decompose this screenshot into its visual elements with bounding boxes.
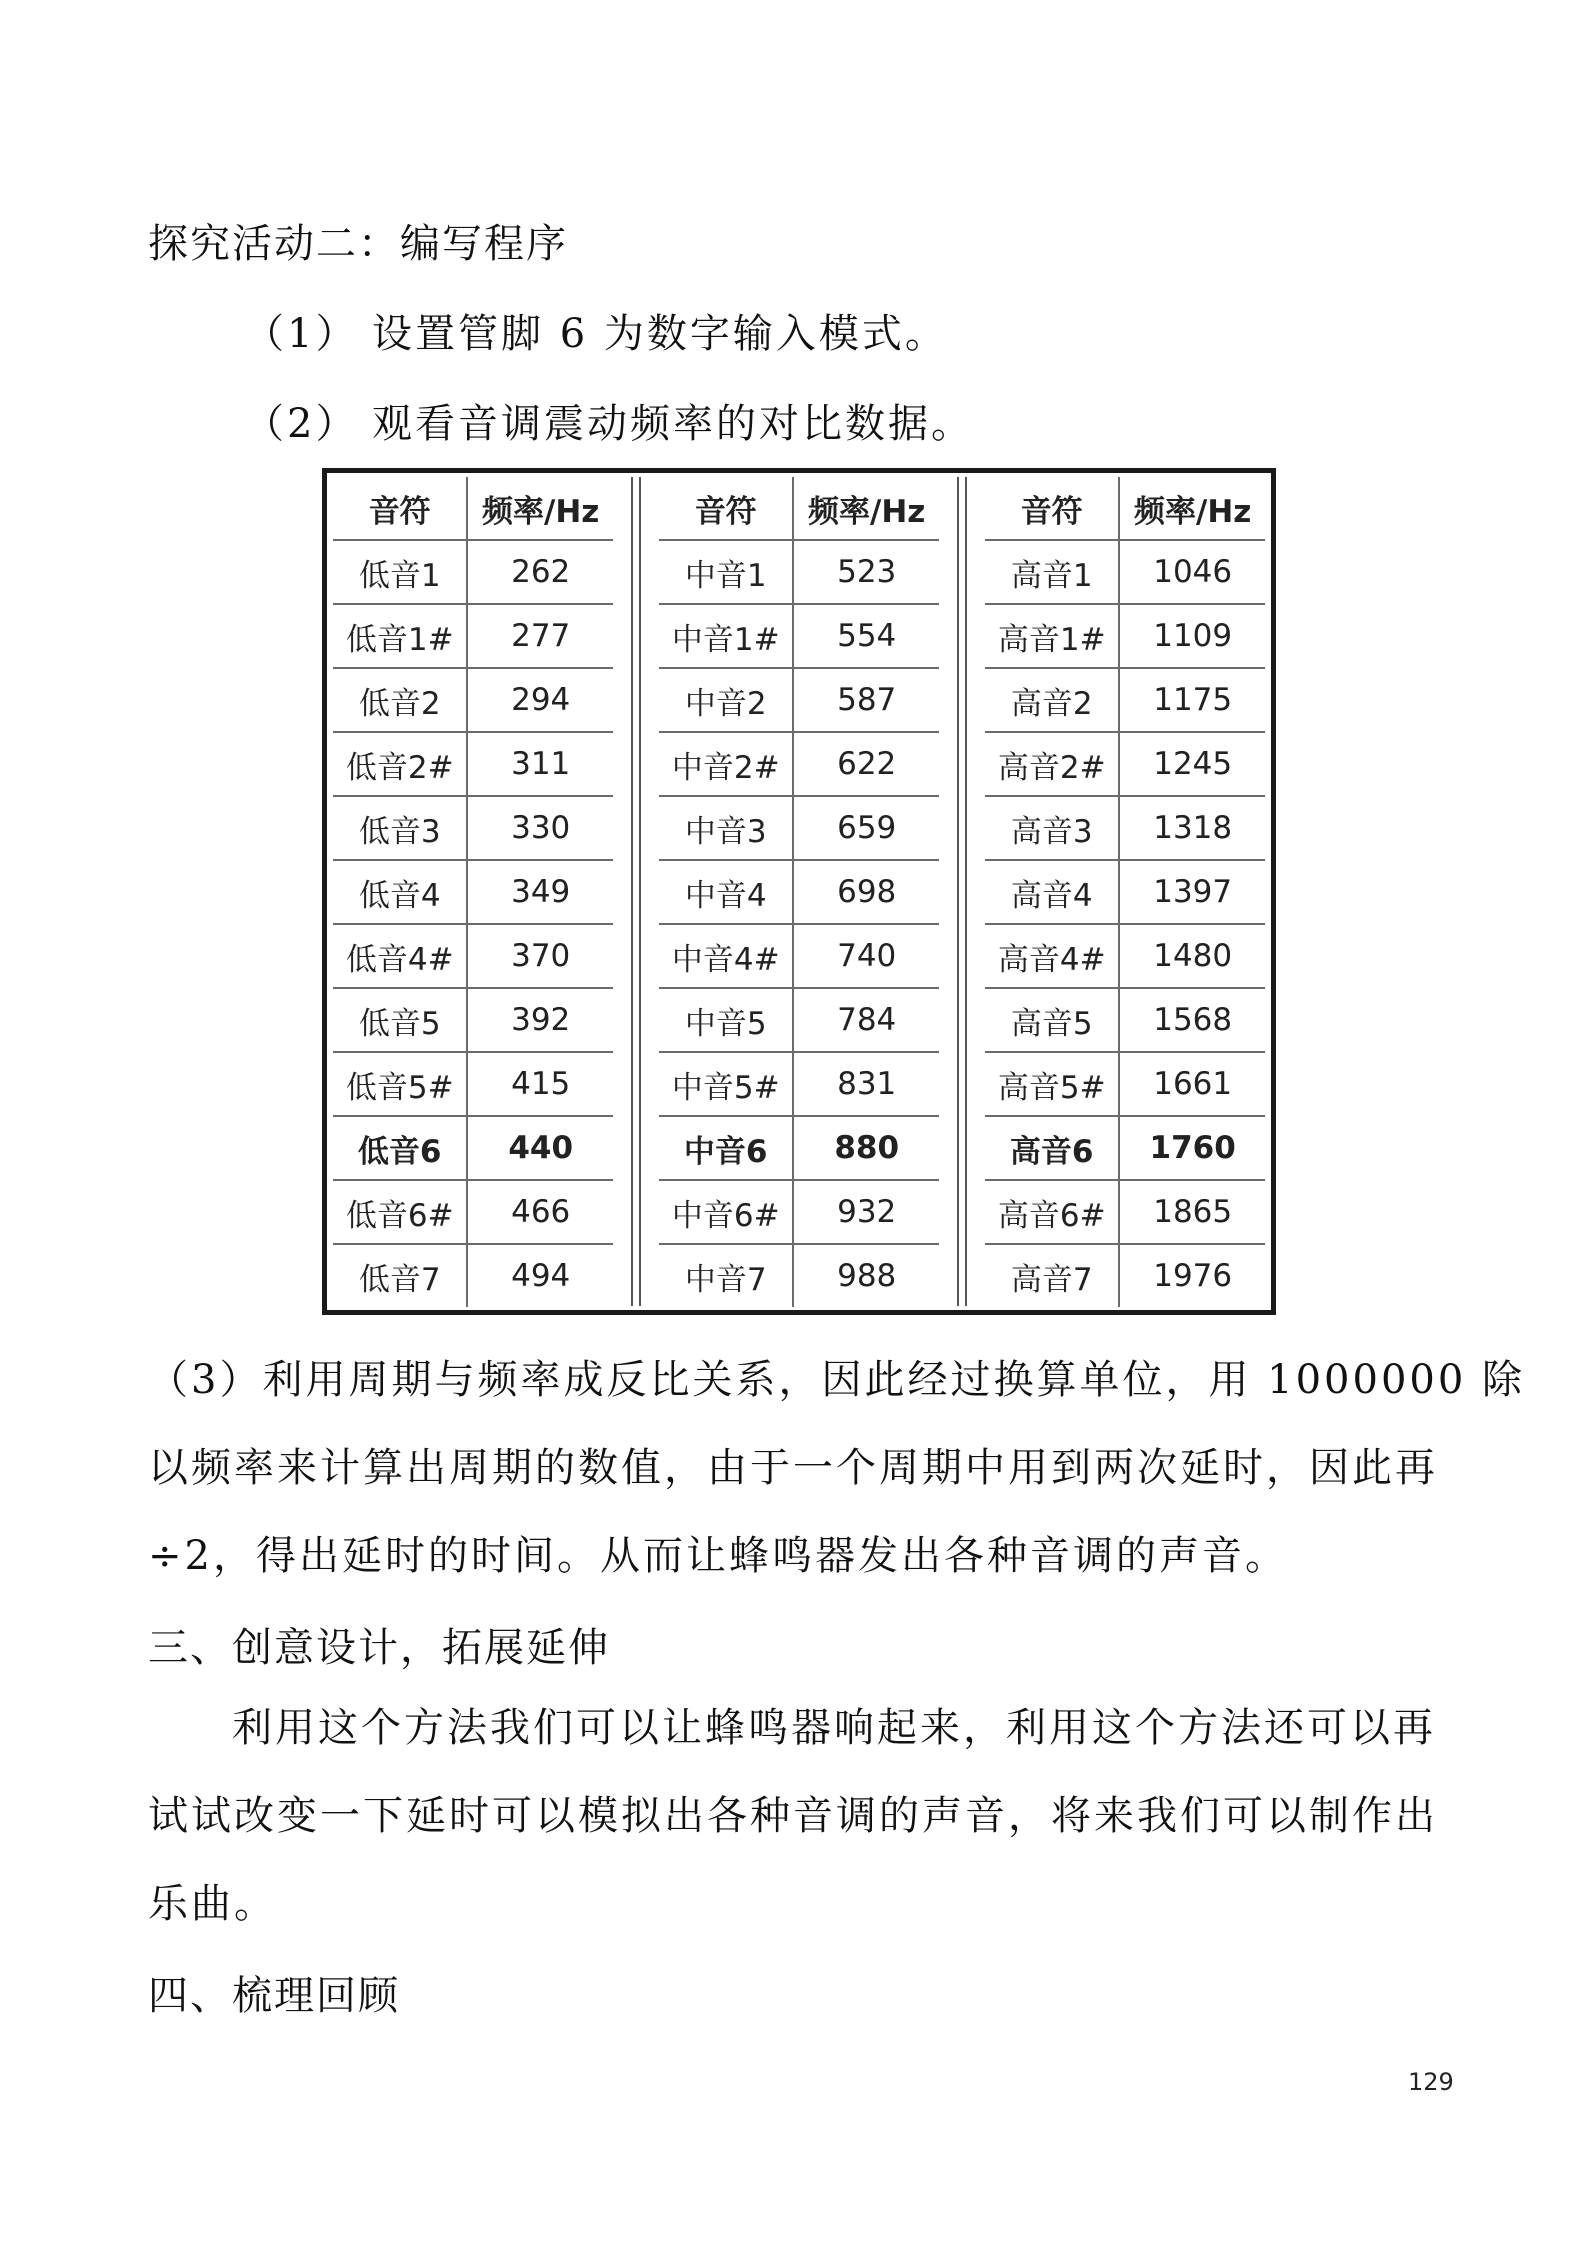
note-cell: 高音3 [985,796,1119,860]
note-cell: 中音7 [659,1244,793,1307]
frequency-cell: 523 [793,540,939,604]
note-cell: 中音1 [659,540,793,604]
table-row [985,1180,1265,1244]
step-2 [244,392,974,449]
frequency-table [322,468,1276,1315]
note-cell: 高音1# [985,604,1119,668]
frequency-cell: 1175 [1119,668,1265,732]
note-cell: 高音1 [985,540,1119,604]
table-row [985,1116,1265,1180]
frequency-cell: 466 [467,1180,613,1244]
table-row [985,860,1265,924]
table-group-low [333,477,613,1307]
note-cell: 低音5# [333,1052,467,1116]
note-cell: 高音6# [985,1180,1119,1244]
note-cell: 低音3 [333,796,467,860]
note-cell: 低音2 [333,668,467,732]
step-3-paragraph [148,1336,1525,1600]
note-cell: 高音5 [985,988,1119,1052]
step-2-number: （2） [244,401,359,447]
note-cell: 中音4 [659,860,793,924]
table-row [333,1180,613,1244]
note-cell: 低音6# [333,1180,467,1244]
step-1-number: （1） [244,311,359,357]
frequency-cell: 740 [793,924,939,988]
note-cell: 中音2 [659,668,793,732]
table-row [985,1052,1265,1116]
table-group-high [985,477,1265,1307]
frequency-cell: 831 [793,1052,939,1116]
header-note: 音符 [985,477,1119,540]
note-cell: 中音2# [659,732,793,796]
group-separator [631,477,641,1306]
note-cell: 低音7 [333,1244,467,1307]
table-row [985,988,1265,1052]
section-3-paragraph [148,1684,1438,1948]
frequency-cell: 554 [793,604,939,668]
frequency-cell: 262 [467,540,613,604]
note-cell: 中音1# [659,604,793,668]
table-row [659,1244,939,1307]
table-row [659,540,939,604]
header-frequency: 频率/Hz [467,477,613,540]
table-row [659,732,939,796]
frequency-cell: 1480 [1119,924,1265,988]
table-row [659,860,939,924]
frequency-cell: 1109 [1119,604,1265,668]
paragraph-line: （3）利用周期与频率成反比关系，因此经过换算单位，用 1000000 除 [148,1357,1526,1403]
table-row [659,604,939,668]
note-cell: 低音4# [333,924,467,988]
frequency-cell: 349 [467,860,613,924]
frequency-cell: 988 [793,1244,939,1307]
note-cell: 低音2# [333,732,467,796]
table-row [985,540,1265,604]
step-1 [244,302,948,359]
note-cell: 高音6 [985,1116,1119,1180]
note-cell: 低音1 [333,540,467,604]
header-frequency: 频率/Hz [793,477,939,540]
frequency-cell: 659 [793,796,939,860]
frequency-cell: 1318 [1119,796,1265,860]
paragraph-line: 乐曲。 [148,1881,277,1927]
header-note: 音符 [333,477,467,540]
table-row [333,796,613,860]
table-row [333,1116,613,1180]
group-separator [957,477,967,1306]
table-row [659,924,939,988]
frequency-cell: 494 [467,1244,613,1307]
frequency-cell: 440 [467,1116,613,1180]
step-2-text: 观看音调震动频率的对比数据。 [372,401,974,447]
table-row [333,924,613,988]
note-cell: 高音5# [985,1052,1119,1116]
note-cell: 高音2# [985,732,1119,796]
paragraph-line: ÷2，得出延时的时间。从而让蜂鸣器发出各种音调的声音。 [148,1533,1288,1579]
note-cell: 低音6 [333,1116,467,1180]
step-1-text: 设置管脚 6 为数字输入模式。 [372,311,948,357]
activity-heading: 探究活动二：编写程序 [148,221,568,267]
table-row [659,1180,939,1244]
table-row [333,604,613,668]
frequency-cell: 1568 [1119,988,1265,1052]
table-row [333,1052,613,1116]
paragraph-line: 试试改变一下延时可以模拟出各种音调的声音，将来我们可以制作出 [148,1793,1438,1839]
note-cell: 高音4# [985,924,1119,988]
frequency-cell: 415 [467,1052,613,1116]
note-cell: 低音1# [333,604,467,668]
frequency-cell: 330 [467,796,613,860]
table-row [659,668,939,732]
frequency-cell: 311 [467,732,613,796]
table-row [333,732,613,796]
table-row [659,1116,939,1180]
frequency-cell: 1046 [1119,540,1265,604]
table-row [985,604,1265,668]
frequency-cell: 1976 [1119,1244,1265,1307]
frequency-cell: 698 [793,860,939,924]
table-row [333,860,613,924]
table-row [985,732,1265,796]
table-row [985,1244,1265,1307]
table-group-mid [659,477,939,1307]
frequency-cell: 622 [793,732,939,796]
note-cell: 低音5 [333,988,467,1052]
frequency-cell: 784 [793,988,939,1052]
note-cell: 中音6# [659,1180,793,1244]
section-4-title: 四、梳理回顾 [148,1973,400,2019]
frequency-cell: 1397 [1119,860,1265,924]
table-row [985,796,1265,860]
table-row [659,796,939,860]
note-cell: 中音5# [659,1052,793,1116]
paragraph-line: 以频率来计算出周期的数值，由于一个周期中用到两次延时，因此再 [148,1445,1438,1491]
note-cell: 中音3 [659,796,793,860]
paragraph-line: 利用这个方法我们可以让蜂鸣器响起来，利用这个方法还可以再 [232,1705,1436,1751]
frequency-cell: 277 [467,604,613,668]
table-row [333,988,613,1052]
note-cell: 高音4 [985,860,1119,924]
frequency-cell: 880 [793,1116,939,1180]
frequency-cell: 587 [793,668,939,732]
table-row [659,1052,939,1116]
table-row [333,540,613,604]
note-cell: 低音4 [333,860,467,924]
note-cell: 中音5 [659,988,793,1052]
frequency-cell: 932 [793,1180,939,1244]
table-row [333,668,613,732]
note-cell: 高音2 [985,668,1119,732]
note-cell: 高音7 [985,1244,1119,1307]
table-row [333,1244,613,1307]
frequency-cell: 1245 [1119,732,1265,796]
header-note: 音符 [659,477,793,540]
note-cell: 中音4# [659,924,793,988]
frequency-cell: 294 [467,668,613,732]
page-number: 129 [1408,2068,1454,2096]
frequency-cell: 392 [467,988,613,1052]
section-3-title: 三、创意设计，拓展延伸 [148,1625,610,1671]
frequency-cell: 1865 [1119,1180,1265,1244]
note-cell: 中音6 [659,1116,793,1180]
frequency-cell: 370 [467,924,613,988]
frequency-cell: 1661 [1119,1052,1265,1116]
frequency-cell: 1760 [1119,1116,1265,1180]
table-row [985,924,1265,988]
table-row [985,668,1265,732]
table-row [659,988,939,1052]
header-frequency: 频率/Hz [1119,477,1265,540]
